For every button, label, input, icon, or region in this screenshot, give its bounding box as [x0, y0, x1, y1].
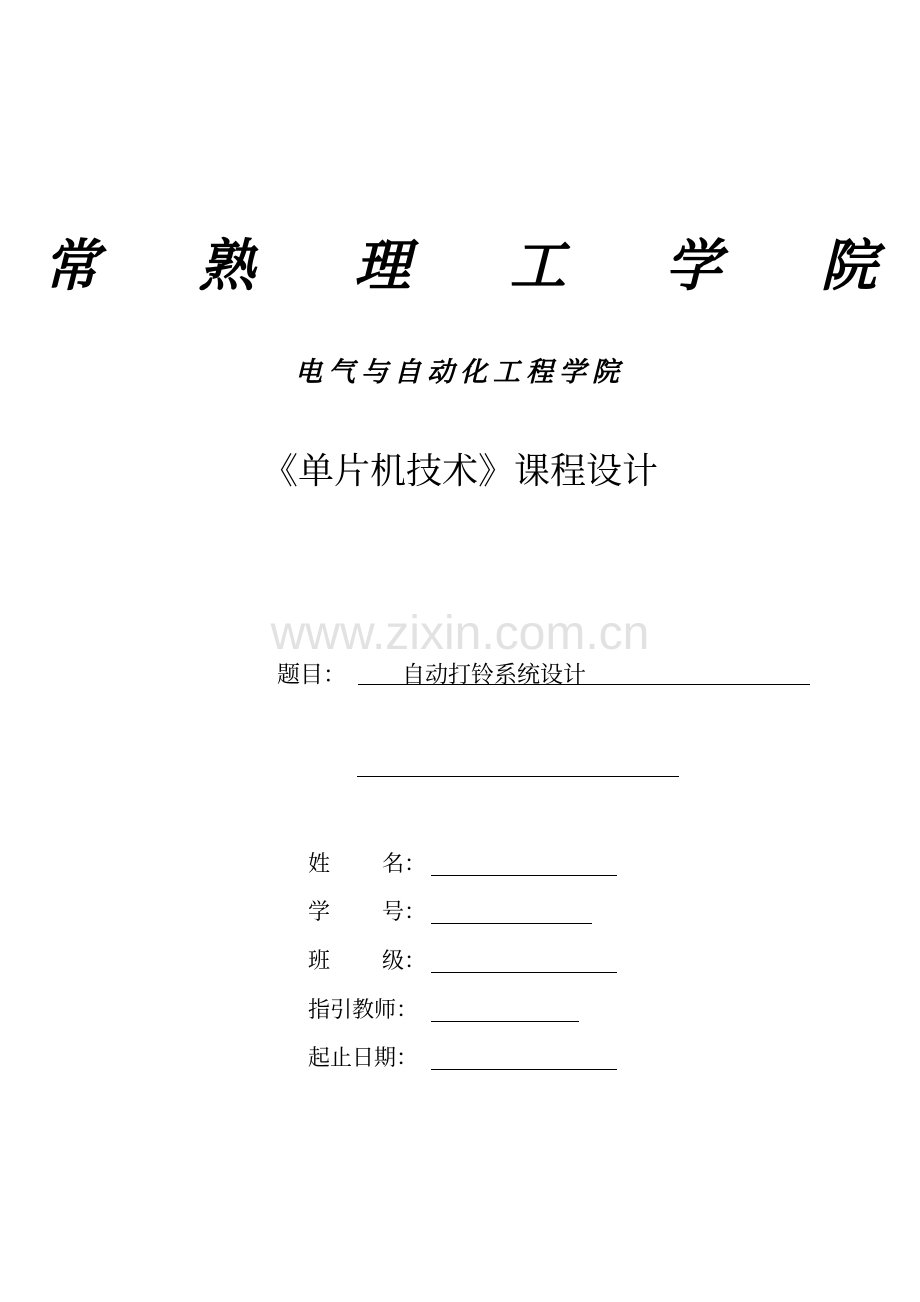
student-id-label: 学 号：: [308, 900, 427, 925]
school-name: 电气与自动化工程学院: [295, 357, 625, 388]
student-id-field: [431, 923, 592, 924]
watermark: www.zixin.com.cn: [270, 607, 650, 660]
topic-value: 自动打铃系统设计: [402, 662, 586, 688]
name-field: [431, 875, 617, 876]
name-label: 姓 名：: [308, 852, 427, 877]
advisor-field: [431, 1021, 579, 1022]
date-range-field: [431, 1069, 617, 1070]
topic-label: 题目：: [277, 662, 346, 688]
college-name: 常 熟 理 工 学 院: [43, 233, 917, 299]
class-field: [431, 972, 617, 973]
course-title: 《单片机技术》课程设计: [261, 451, 658, 492]
topic-continuation-line: [357, 776, 679, 777]
class-label: 班 级：: [308, 949, 427, 974]
topic-field: [358, 656, 810, 688]
date-range-label: 起止日期：: [308, 1046, 419, 1071]
advisor-label: 指引教师：: [308, 998, 419, 1023]
